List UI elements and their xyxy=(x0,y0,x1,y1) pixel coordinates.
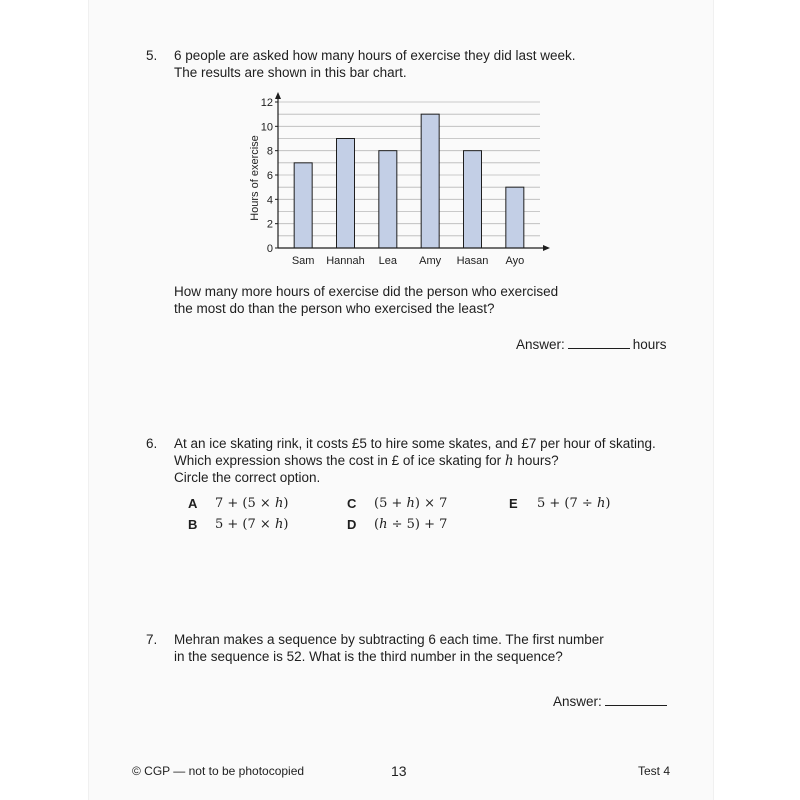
q7-answer-blank[interactable] xyxy=(605,693,667,706)
y-tick-label-6: 6 xyxy=(266,170,273,182)
y-axis-arrow xyxy=(275,92,281,99)
bar-lea xyxy=(379,151,397,248)
q5-question-line1: How many more hours of exercise did the person who exercised xyxy=(174,284,559,299)
bar-hannah xyxy=(337,139,355,249)
q5-intro-line2: The results are shown in this bar chart. xyxy=(174,65,407,80)
bar-hasan xyxy=(464,151,482,248)
y-tick-label-2: 2 xyxy=(266,218,273,231)
y-tick-label-4: 4 xyxy=(266,194,273,207)
exercise-bar-chart xyxy=(240,90,560,275)
y-tick-label-10: 10 xyxy=(260,121,273,134)
x-axis-arrow xyxy=(543,245,550,251)
q7-answer-label: Answer: xyxy=(553,694,602,709)
q7-line2: in the sequence is 52. What is the third number in the sequence? xyxy=(174,649,563,664)
q7-answer xyxy=(553,693,670,709)
x-label-sam: Sam xyxy=(291,255,315,267)
option-c-letter[interactable]: C xyxy=(347,496,357,511)
chart-gridlines xyxy=(278,102,540,236)
q6-line2-var: h xyxy=(504,453,514,469)
q5-answer-unit: hours xyxy=(632,337,667,352)
q5-answer-blank[interactable] xyxy=(568,336,630,349)
q5-number: 5. xyxy=(146,48,158,63)
y-tick-label-8: 8 xyxy=(266,145,273,158)
q6-number: 6. xyxy=(146,436,158,451)
option-e-letter[interactable]: E xyxy=(509,496,518,511)
y-tick-label-0: 0 xyxy=(266,243,273,255)
bar-sam xyxy=(294,163,312,248)
q7-line1: Mehran makes a sequence by subtracting 6 each time. The first number xyxy=(174,632,604,647)
q5-question-line2: the most do than the person who exercised the least? xyxy=(174,301,495,316)
option-a-letter[interactable]: A xyxy=(188,496,198,511)
option-d-expression[interactable]: (h ÷ 5) + 7 xyxy=(374,517,448,532)
option-d-letter[interactable]: D xyxy=(347,517,357,532)
x-label-hannah: Hannah xyxy=(326,255,365,267)
bar-amy xyxy=(421,114,439,248)
option-b-expression[interactable]: 5 + (7 × h) xyxy=(215,517,289,532)
option-e-expression[interactable]: 5 + (7 ÷ h) xyxy=(537,496,611,511)
q6-line2 xyxy=(174,452,559,470)
x-label-ayo: Ayo xyxy=(505,255,525,267)
option-b-letter[interactable]: B xyxy=(188,517,198,532)
footer-page-number: 13 xyxy=(391,763,407,779)
option-c-expression[interactable]: (5 + h) × 7 xyxy=(374,496,448,511)
q5-answer xyxy=(516,336,667,352)
q5-answer-label: Answer: xyxy=(516,337,565,352)
x-label-amy: Amy xyxy=(419,255,442,267)
chart-x-labels xyxy=(292,255,524,267)
option-a-expression[interactable]: 7 + (5 × h) xyxy=(215,496,289,511)
footer-test-label: Test 4 xyxy=(638,764,671,778)
x-label-lea: Lea xyxy=(378,255,398,267)
footer-copyright: © CGP — not to be photocopied xyxy=(132,764,305,778)
bar-ayo xyxy=(506,187,524,248)
q5-intro-line1: 6 people are asked how many hours of exercise they did last week. xyxy=(174,48,576,63)
q6-line3: Circle the correct option. xyxy=(174,470,321,485)
x-label-hasan: Hasan xyxy=(456,255,489,267)
q7-number: 7. xyxy=(146,632,158,647)
y-tick-label-12: 12 xyxy=(260,97,273,109)
chart-y-ticks xyxy=(261,97,278,255)
chart-y-axis-label: Hours of exercise xyxy=(249,135,261,221)
q6-line1: At an ice skating rink, it costs £5 to hire some skates, and £7 per hour of skating. xyxy=(174,436,656,451)
q6-line2-pre: Which expression shows the cost in £ of ice skating for xyxy=(174,453,505,468)
q6-line2-post: hours? xyxy=(513,453,559,468)
chart-bars xyxy=(294,114,524,248)
